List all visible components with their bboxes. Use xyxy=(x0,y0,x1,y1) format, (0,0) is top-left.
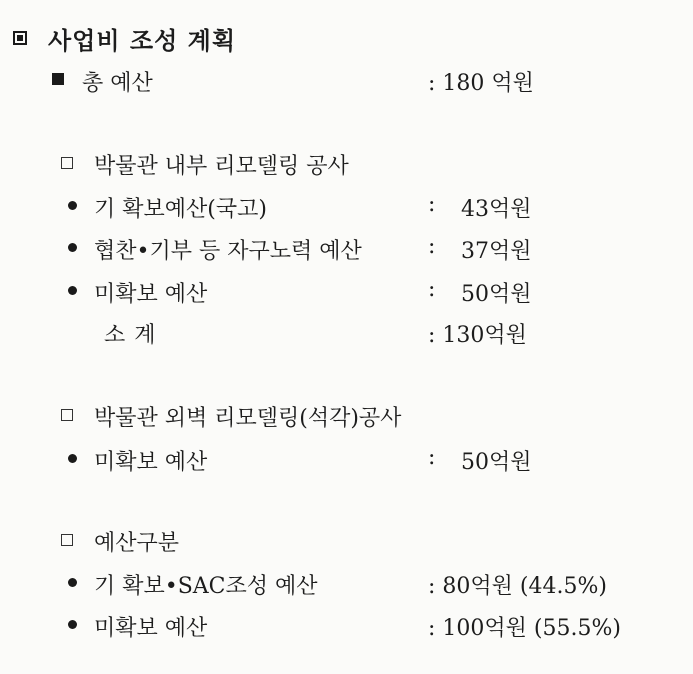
total-label: 총 예산 xyxy=(82,71,153,96)
colon-separator: : xyxy=(428,234,436,259)
item-label: 기 확보예산(국고) xyxy=(94,197,267,222)
bullet-dot-icon xyxy=(68,454,77,463)
bullet-dot-icon xyxy=(68,286,77,295)
item-label: 미확보 예산 xyxy=(94,282,208,307)
bullet-dot-icon xyxy=(68,201,77,210)
item-label: 협찬•기부 등 자구노력 예산 xyxy=(94,239,362,264)
item-label: 기 확보•SAC조성 예산 xyxy=(94,574,318,599)
section-box-icon xyxy=(61,409,73,421)
total-value: : 180 억원 xyxy=(428,71,534,96)
item-label: 미확보 예산 xyxy=(94,616,208,641)
section-box-icon xyxy=(61,534,73,546)
colon-separator: : xyxy=(428,277,436,302)
section-heading: 예산구분 xyxy=(94,531,180,556)
section-heading: 박물관 외벽 리모델링(석각)공사 xyxy=(94,406,402,431)
colon-separator: : xyxy=(428,445,436,470)
square-bullet-icon xyxy=(52,73,64,85)
section-heading: 박물관 내부 리모델링 공사 xyxy=(94,154,349,179)
item-label: 미확보 예산 xyxy=(94,450,208,475)
item-value: : 80억원 (44.5%) xyxy=(428,574,607,599)
item-value: 50억원 xyxy=(461,450,532,475)
section-box-icon xyxy=(61,157,73,169)
bullet-dot-icon xyxy=(68,620,77,629)
subtotal-value: : 130억원 xyxy=(428,323,527,348)
colon-separator: : xyxy=(428,192,436,217)
item-value: 43억원 xyxy=(461,197,532,222)
bullet-dot-icon xyxy=(68,578,77,587)
item-value: 37억원 xyxy=(461,239,532,264)
page-title: 사업비 조성 계획 xyxy=(48,27,236,55)
subtotal-label: 소 계 xyxy=(104,323,157,348)
item-value: 50억원 xyxy=(461,282,532,307)
item-value: : 100억원 (55.5%) xyxy=(428,616,621,641)
bullet-dot-icon xyxy=(68,243,77,252)
title-box-icon xyxy=(13,31,27,45)
